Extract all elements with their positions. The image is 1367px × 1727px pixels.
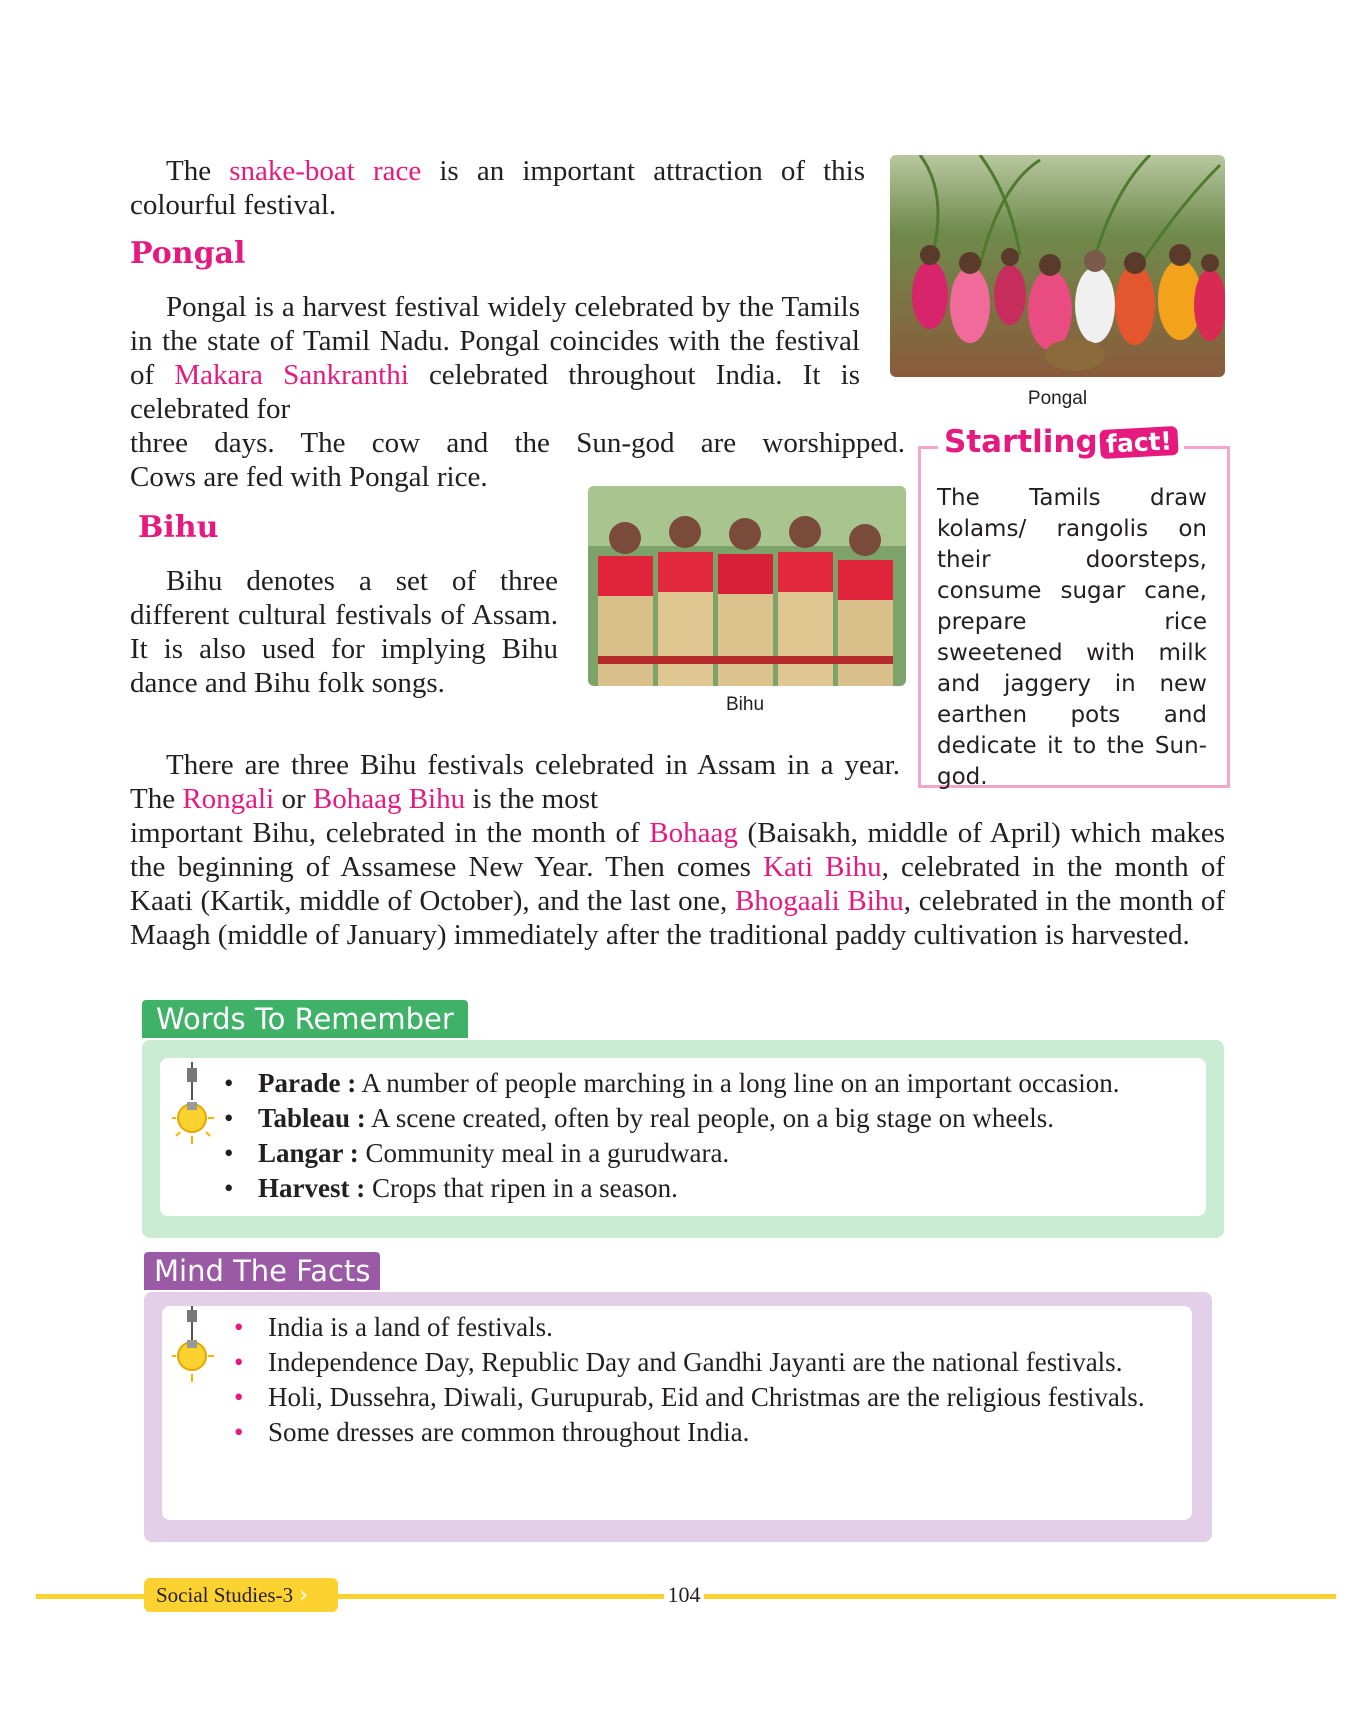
book-title: Social Studies-3 — [156, 1582, 294, 1607]
pongal-line-6: Cows are fed with Pongal rice. — [130, 461, 488, 493]
word-definition: Crops that ripen in a season. — [365, 1173, 678, 1203]
startling-word: Startling — [944, 424, 1098, 460]
mind-the-facts-title: Mind The Facts — [144, 1252, 380, 1290]
pongal-caption: Pongal — [1027, 388, 1088, 409]
bihu-p3-text: important Bihu, celebrated in the month of — [130, 817, 650, 849]
kati-bihu-highlight: Kati Bihu — [763, 851, 882, 883]
bihu-paragraph-2 — [130, 748, 900, 816]
pongal-heading: Pongal — [130, 236, 246, 271]
makara-sankranthi-highlight: Makara Sankranthi — [174, 359, 409, 391]
page-number: 104 — [664, 1580, 704, 1610]
chevron-right-icon: › — [299, 1582, 308, 1608]
bihu-p2-text-2: or — [274, 783, 313, 815]
word-term: Harvest : — [258, 1173, 366, 1203]
pongal-text: Pongal is a harvest festival widely celebrated by the Tamils in the state of Tamil Nadu. Pongal coincides with the festival of — [130, 291, 860, 391]
word-definition: A scene created, often by real people, on a big stage on wheels. — [365, 1103, 1055, 1133]
pongal-text-2: celebrated throughout India. It is celebrated for — [130, 359, 860, 425]
list-item: • Independence Day, Republic Day and Gandhi Jayanti are the national festivals. — [234, 1347, 1123, 1377]
bohaag-highlight: Bohaag — [649, 817, 738, 849]
fact-text: India is a land of festivals. — [268, 1312, 553, 1342]
intro-paragraph — [130, 154, 865, 222]
snake-boat-race-highlight: snake-boat race — [229, 155, 422, 187]
word-term: Parade : — [258, 1068, 357, 1098]
bohaag-bihu-highlight: Bohaag Bihu — [312, 783, 466, 815]
startling-fact-box — [918, 446, 1230, 788]
fact-text: Some dresses are common throughout India. — [268, 1417, 750, 1447]
bihu-caption: Bihu — [725, 694, 765, 715]
rongali-highlight: Rongali — [182, 783, 275, 815]
list-item: • Tableau : A scene created, often by real people, on a big stage on wheels. — [224, 1103, 1055, 1133]
words-to-remember-title: Words To Remember — [142, 1000, 468, 1038]
bihu-heading: Bihu — [138, 510, 219, 545]
bihu-p3-text-3: , celebrated in the month of Kaati (Kartik, middle of October), and the last one, — [130, 851, 1225, 917]
bihu-photo — [588, 486, 906, 686]
mind-list — [234, 1310, 1174, 1450]
word-term: Langar : — [258, 1138, 359, 1168]
word-definition: Community meal in a gurudwara. — [358, 1138, 730, 1168]
intro-text-2: is an important attraction of this colourful festival. — [130, 155, 866, 221]
word-definition: A number of people marching in a long line on an important occasion. — [356, 1068, 1120, 1098]
list-item: • Harvest : Crops that ripen in a season. — [224, 1173, 678, 1203]
pongal-line-5: three days. The cow and the Sun-god are worshipped. — [130, 427, 905, 459]
list-item: • Langar : Community meal in a gurudwara. — [224, 1138, 730, 1168]
bulb-icon — [172, 1062, 216, 1156]
bihu-paragraph-1: Bihu denotes a set of three different cultural festivals of Assam. It is also used for implying Bihu dance and Bihu folk songs. — [130, 565, 558, 699]
list-item: • India is a land of festivals. — [234, 1312, 553, 1342]
fact-badge: fact! — [1099, 425, 1178, 458]
list-item: • Some dresses are common throughout India. — [234, 1417, 750, 1447]
bihu-p2-text: There are three Bihu festivals celebrated in Assam in a year. The — [130, 749, 900, 815]
word-term: Tableau : — [258, 1103, 366, 1133]
bulb-icon — [172, 1306, 216, 1390]
bihu-p3-text-2: (Baisakh, middle of April) which makes the beginning of Assamese New Year. Then comes — [130, 817, 1226, 883]
startling-fact-title — [938, 424, 1184, 460]
list-item: • Holi, Dussehra, Diwali, Gurupurab, Eid and Christmas are the religious festivals. — [234, 1382, 1145, 1412]
bihu-p2-text-3: is the most — [465, 783, 599, 815]
footer-book-tab — [144, 1578, 338, 1612]
startling-fact-text: The Tamils draw kolams/ rangolis on their doorsteps, consume sugar cane, prepare rice sweetened with milk and jaggery in new earthen pots and dedicate it to the Sun-god. — [937, 485, 1207, 790]
intro-text: The — [166, 155, 230, 187]
pongal-photo — [890, 155, 1225, 377]
pongal-paragraph — [130, 290, 860, 426]
bihu-paragraph-3 — [130, 816, 1225, 952]
words-list — [224, 1066, 1208, 1206]
list-item: • Parade : A number of people marching in a long line on an important occasion. — [224, 1068, 1120, 1098]
bihu-p3-text-4: , celebrated in the month of Maagh (middle of January) immediately after the traditional paddy cultivation is harvested. — [130, 885, 1226, 951]
fact-text: Holi, Dussehra, Diwali, Gurupurab, Eid and Christmas are the religious festivals. — [268, 1382, 1145, 1412]
bhogaali-bihu-highlight: Bhogaali Bihu — [734, 885, 904, 917]
fact-text: Independence Day, Republic Day and Gandhi Jayanti are the national festivals. — [268, 1347, 1123, 1377]
